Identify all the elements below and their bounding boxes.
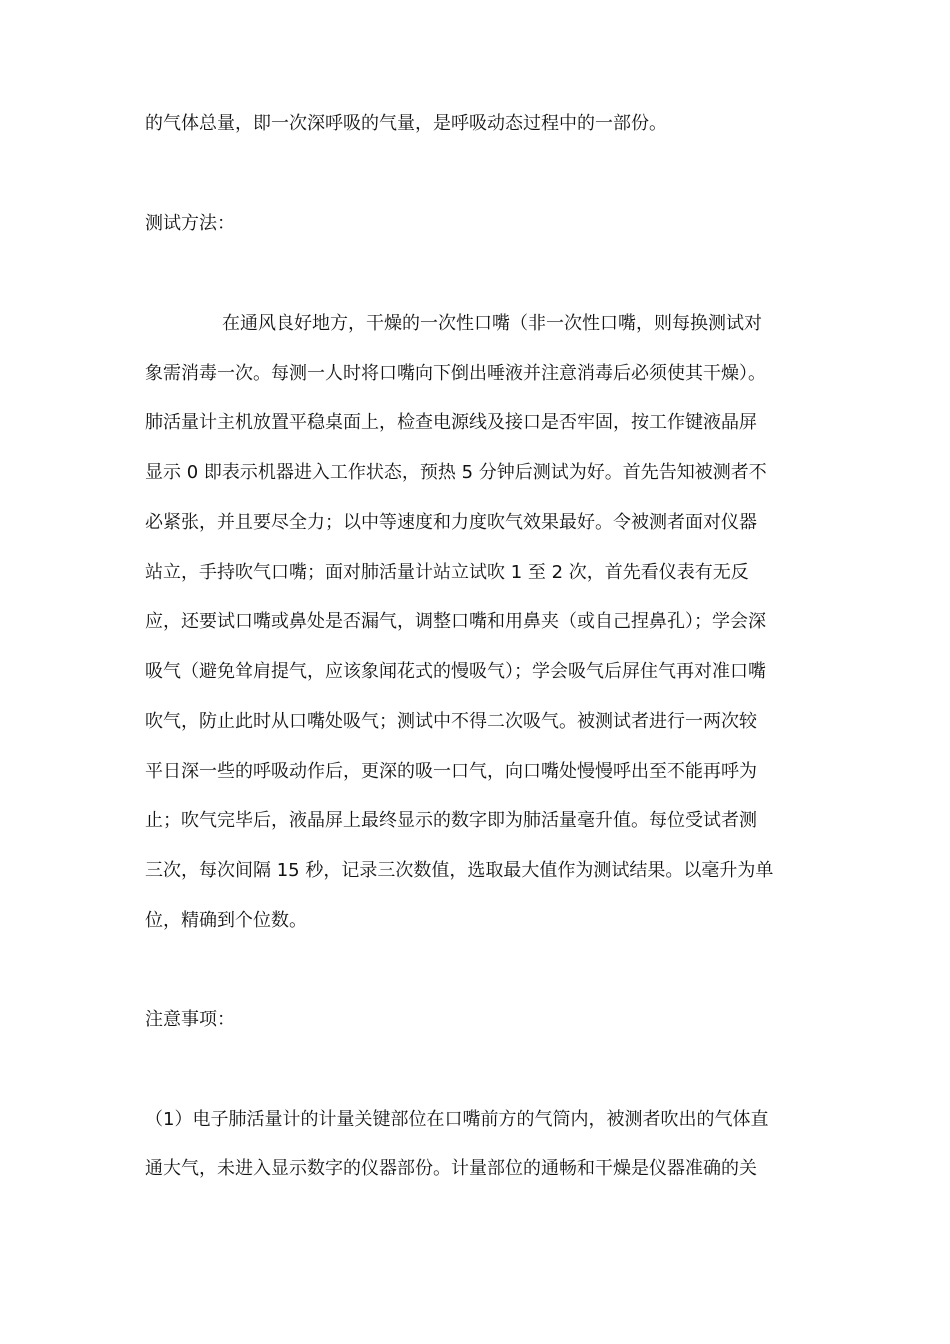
text-line: （1）电子肺活量计的计量关键部位在口嘴前方的气筒内，被测者吹出的气体直 <box>145 1109 769 1130</box>
text-line: 站立，手持吹气口嘴；面对肺活量计站立试吹 1 至 2 次，首先看仪表有无反 <box>145 562 749 583</box>
text-line: 必紧张，并且要尽全力；以中等速度和力度吹气效果最好。令被测者面对仪器 <box>145 512 757 533</box>
text-line: 应，还要试口嘴或鼻处是否漏气，调整口嘴和用鼻夹（或自己捏鼻孔）；学会深 <box>145 611 766 632</box>
text-line: 在通风良好地方，干燥的一次性口嘴（非一次性口嘴，则每换测试对 <box>150 313 762 334</box>
text-line: 象需消毒一次。每测一人时将口嘴向下倒出唾液并注意消毒后必须使其干燥）。 <box>145 363 766 384</box>
text-line: 吹气，防止此时从口嘴处吸气；测试中不得二次吸气。被测试者进行一两次较 <box>145 711 757 732</box>
text-line: 肺活量计主机放置平稳桌面上，检查电源线及接口是否牢固，按工作键液晶屏 <box>145 412 757 433</box>
text-line: 止；吹气完毕后，液晶屏上最终显示的数字即为肺活量毫升值。每位受试者测 <box>145 810 757 831</box>
section-heading-notes: 注意事项： <box>145 1009 235 1030</box>
text-line: 通大气，未进入显示数字的仪器部份。计量部位的通畅和干燥是仪器准确的关 <box>145 1158 757 1179</box>
text-line: 的气体总量，即一次深呼吸的气量，是呼吸动态过程中的一部份。 <box>145 113 667 134</box>
text-line: 位，精确到个位数。 <box>145 910 307 931</box>
text-line: 平日深一些的呼吸动作后，更深的吸一口气，向口嘴处慢慢呼出至不能再呼为 <box>145 761 757 782</box>
text-line: 显示 0 即表示机器进入工作状态，预热 5 分钟后测试为好。首先告知被测者不 <box>145 462 767 483</box>
text-line: 吸气（避免耸肩提气，应该象闻花式的慢吸气）；学会吸气后屏住气再对准口嘴 <box>145 661 766 682</box>
text-line: 三次，每次间隔 15 秒，记录三次数值，选取最大值作为测试结果。以毫升为单 <box>145 860 774 881</box>
section-heading-test-method: 测试方法： <box>145 213 235 234</box>
